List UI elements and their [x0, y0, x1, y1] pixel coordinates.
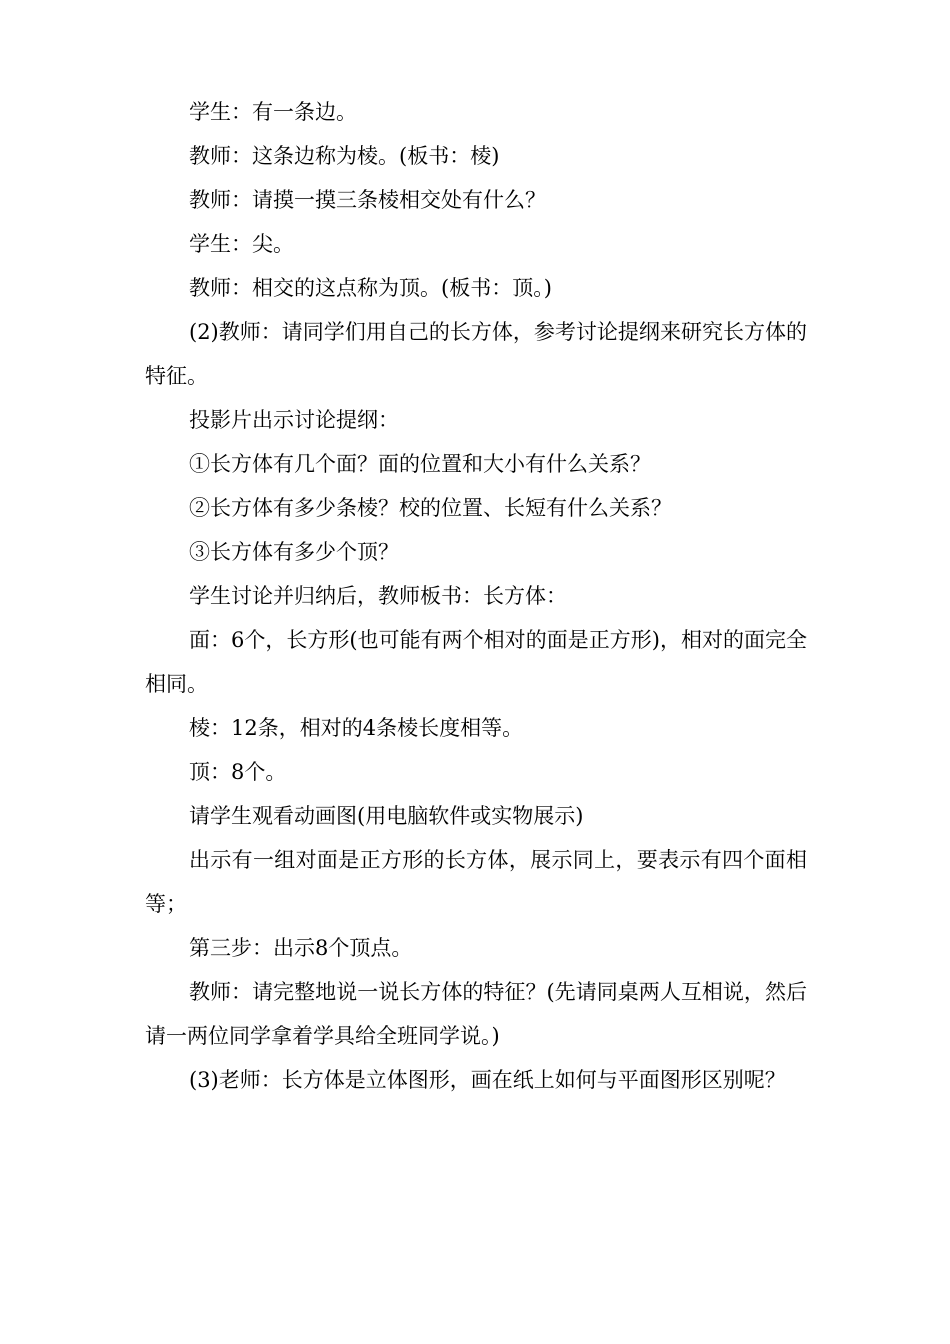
paragraph: 第三步：出示8个顶点。	[189, 936, 413, 960]
paragraph: 学生：尖。	[189, 232, 294, 256]
paragraph: 顶：8个。	[189, 760, 287, 784]
paragraph: 请学生观看动画图(用电脑软件或实物展示)	[189, 804, 584, 828]
paragraph: ②长方体有多少条棱？校的位置、长短有什么关系？	[189, 496, 672, 520]
paragraph: 教师：相交的这点称为顶。(板书：顶。)	[189, 276, 552, 300]
document-body	[145, 90, 807, 1102]
paragraph: 教师：这条边称为棱。(板书：棱)	[189, 144, 500, 168]
paragraph: ①长方体有几个面？面的位置和大小有什么关系？	[189, 452, 651, 476]
paragraph: (3)老师：长方体是立体图形，画在纸上如何与平面图形区别呢？	[189, 1068, 786, 1092]
paragraph: 出示有一组对面是正方形的长方体，展示同上，要表示有四个面相等；	[145, 848, 807, 916]
paragraph: (2)教师：请同学们用自己的长方体，参考讨论提纲来研究长方体的特征。	[145, 320, 807, 388]
paragraph: 学生：有一条边。	[189, 100, 357, 124]
paragraph: ③长方体有多少个顶？	[189, 540, 399, 564]
paragraph: 面：6个，长方形(也可能有两个相对的面是正方形)，相对的面完全相同。	[145, 628, 807, 696]
paragraph: 教师：请摸一摸三条棱相交处有什么？	[189, 188, 546, 212]
paragraph: 投影片出示讨论提纲：	[189, 408, 399, 432]
paragraph: 棱：12条，相对的4条棱长度相等。	[189, 716, 524, 740]
paragraph: 教师：请完整地说一说长方体的特征？(先请同桌两人互相说，然后请一两位同学拿着学具给全班同学说。)	[145, 980, 807, 1048]
paragraph: 学生讨论并归纳后，教师板书：长方体：	[189, 584, 567, 608]
